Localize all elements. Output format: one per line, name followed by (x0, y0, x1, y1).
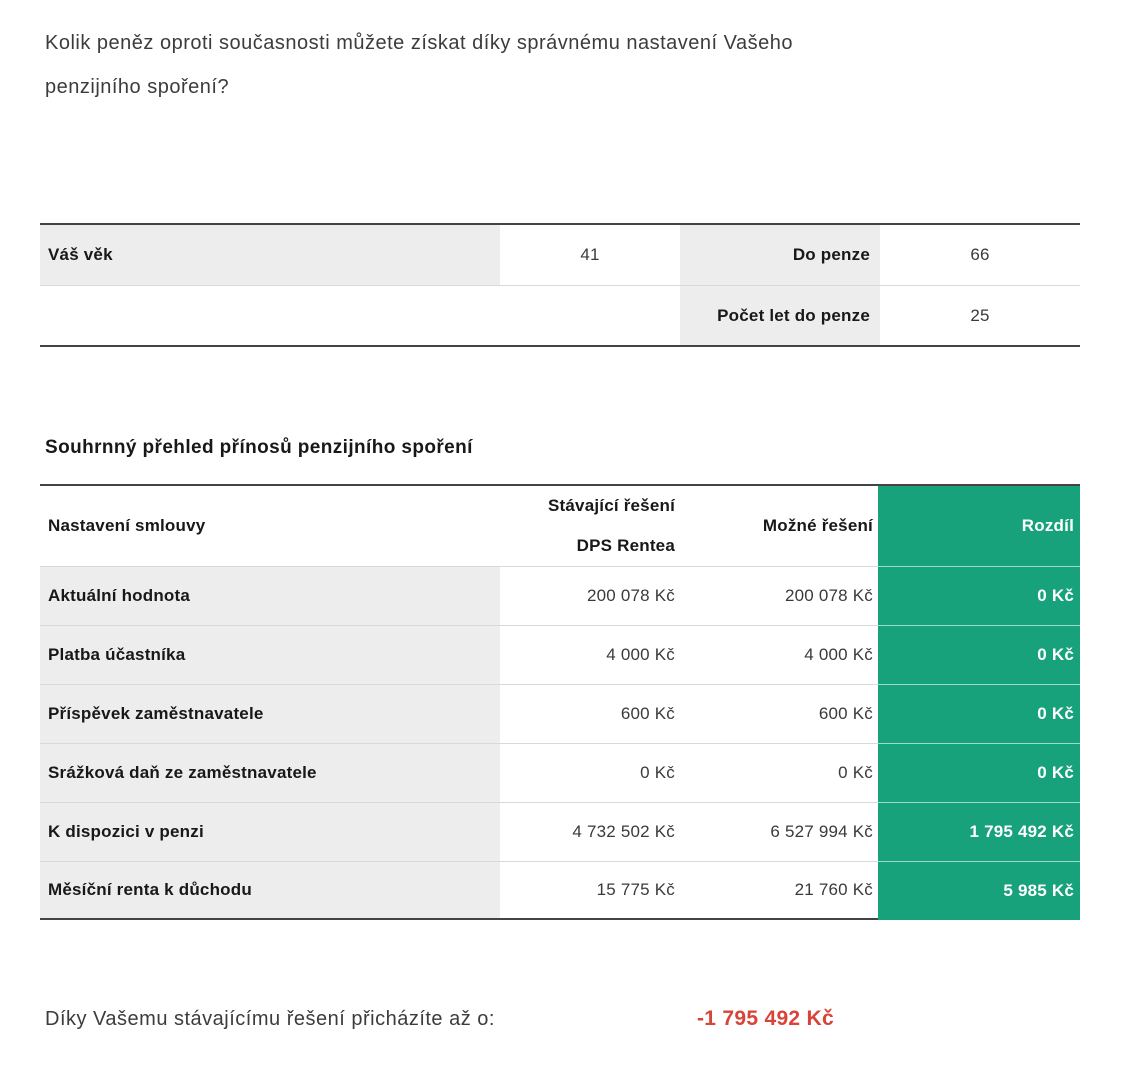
current-solution-header (500, 486, 680, 566)
row-label: Měsíční renta k důchodu (40, 861, 500, 920)
difference-value: 0 Kč (878, 684, 1080, 743)
intro-question-line2: penzijního spoření? (45, 76, 230, 98)
current-value: 200 078 Kč (500, 566, 680, 625)
current-value: 0 Kč (500, 743, 680, 802)
possible-solution-header: Možné řešení (762, 516, 873, 535)
table-row (40, 802, 1080, 861)
current-value: 4 000 Kč (500, 625, 680, 684)
age-table-row (40, 285, 1080, 345)
loss-statement: Díky Vašemu stávajícímu řešení přicházíte až o: (45, 1008, 495, 1030)
current-solution-header-line2: DPS Rentea (576, 536, 675, 555)
your-age-label: Váš věk (40, 225, 500, 285)
table-row (40, 861, 1080, 920)
possible-value: 600 Kč (680, 684, 878, 743)
difference-value: 1 795 492 Kč (878, 802, 1080, 861)
possible-value: 0 Kč (680, 743, 878, 802)
table-row (40, 566, 1080, 625)
retirement-age-label: Do penze (680, 225, 880, 285)
intro-question-line1: Kolik peněz oproti současnosti můžete získat díky správnému nastavení Vašeho (45, 32, 794, 54)
age-table-row (40, 225, 1080, 285)
difference-value: 0 Kč (878, 743, 1080, 802)
row-label: Srážková daň ze zaměstnavatele (40, 743, 500, 802)
difference-value: 0 Kč (878, 566, 1080, 625)
intro-question (45, 21, 1045, 109)
loss-value: -1 795 492 Kč (697, 1007, 834, 1030)
possible-value: 21 760 Kč (680, 861, 878, 920)
age-overview-table (40, 223, 1080, 347)
contract-settings-header: Nastavení smlouvy (48, 516, 206, 535)
empty-cell (40, 286, 500, 345)
possible-value: 4 000 Kč (680, 625, 878, 684)
row-label: K dispozici v penzi (40, 802, 500, 861)
current-value: 4 732 502 Kč (500, 802, 680, 861)
difference-value: 0 Kč (878, 625, 1080, 684)
table-row (40, 684, 1080, 743)
current-solution-header-line1: Stávající řešení (548, 496, 675, 515)
table-row (40, 625, 1080, 684)
empty-cell (500, 286, 680, 345)
your-age-value: 41 (580, 245, 600, 264)
retirement-age-value: 66 (970, 245, 990, 264)
years-to-retirement-value: 25 (970, 305, 990, 325)
difference-header: Rozdíl (878, 486, 1080, 566)
current-value: 600 Kč (500, 684, 680, 743)
table-row (40, 743, 1080, 802)
current-value: 15 775 Kč (500, 861, 680, 920)
pension-summary-table (40, 484, 1080, 920)
possible-value: 6 527 994 Kč (680, 802, 878, 861)
summary-section-title: Souhrnný přehled přínosů penzijního spoření (45, 437, 473, 458)
summary-header-row (40, 486, 1080, 566)
years-to-retirement-label: Počet let do penze (680, 286, 880, 345)
row-label: Příspěvek zaměstnavatele (40, 684, 500, 743)
row-label: Platba účastníka (40, 625, 500, 684)
difference-value: 5 985 Kč (878, 861, 1080, 920)
row-label: Aktuální hodnota (40, 566, 500, 625)
possible-value: 200 078 Kč (680, 566, 878, 625)
